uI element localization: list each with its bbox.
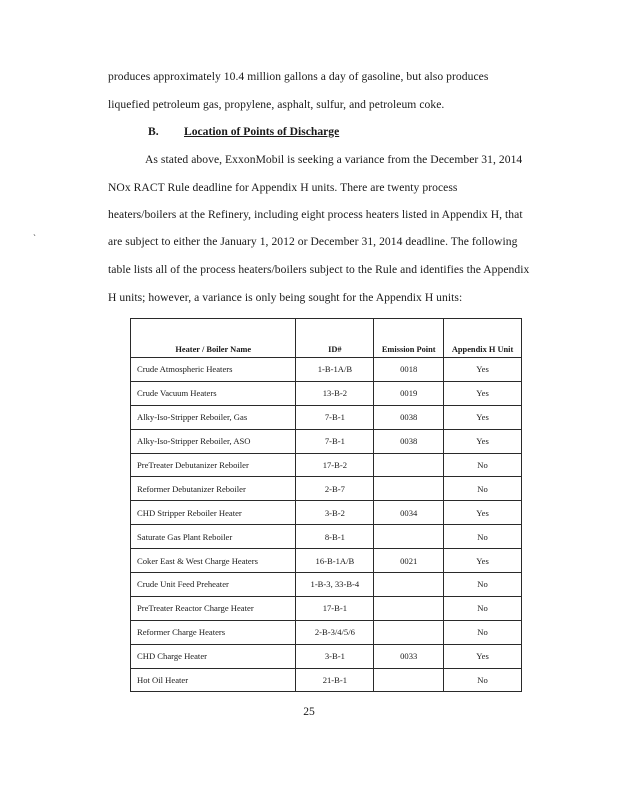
emission-point-cell [374,453,444,477]
appendix-h-cell: Yes [444,429,522,453]
emission-point-cell [374,477,444,501]
appendix-h-cell: Yes [444,358,522,382]
emission-point-cell: 0034 [374,501,444,525]
heater-name-cell: Reformer Debutanizer Reboiler [131,477,296,501]
emission-point-cell [374,596,444,620]
appendix-h-cell: No [444,477,522,501]
appendix-h-cell: Yes [444,405,522,429]
table-row [131,381,522,405]
heater-table [130,318,522,692]
appendix-h-cell: No [444,596,522,620]
body-text-line: H units; however, a variance is only being sought for the Appendix H units: [108,291,463,304]
appendix-h-cell: No [444,453,522,477]
id-cell: 17-B-2 [296,453,374,477]
emission-point-cell [374,525,444,549]
page-number: 25 [303,705,315,718]
heater-name-cell: Crude Unit Feed Preheater [131,573,296,597]
heater-name-cell: Saturate Gas Plant Reboiler [131,525,296,549]
appendix-h-cell: Yes [444,549,522,573]
body-text-line: are subject to either the January 1, 2012 or December 31, 2014 deadline. The following [108,235,518,248]
emission-point-cell [374,668,444,692]
table-row [131,620,522,644]
id-cell: 16-B-1A/B [296,549,374,573]
column-header-name: Heater / Boiler Name [131,319,296,358]
appendix-h-cell: No [444,668,522,692]
id-cell: 2-B-7 [296,477,374,501]
id-cell: 7-B-1 [296,429,374,453]
table-row [131,405,522,429]
heater-name-cell: Reformer Charge Heaters [131,620,296,644]
table-row [131,525,522,549]
heater-name-cell: PreTreater Reactor Charge Heater [131,596,296,620]
emission-point-cell [374,620,444,644]
id-cell: 1-B-3, 33-B-4 [296,573,374,597]
appendix-h-cell: Yes [444,381,522,405]
table-row [131,596,522,620]
emission-point-cell [374,573,444,597]
body-text-line: liquefied petroleum gas, propylene, asphalt, sulfur, and petroleum coke. [108,98,445,111]
heater-name-cell: Crude Vacuum Heaters [131,381,296,405]
table-row [131,501,522,525]
table-row [131,668,522,692]
id-cell: 3-B-1 [296,644,374,668]
heater-name-cell: CHD Stripper Reboiler Heater [131,501,296,525]
body-text-line: As stated above, ExxonMobil is seeking a variance from the December 31, 2014 [145,153,523,166]
emission-point-cell: 0021 [374,549,444,573]
table-row [131,549,522,573]
emission-point-cell: 0038 [374,405,444,429]
appendix-h-cell: Yes [444,501,522,525]
id-cell: 2-B-3/4/5/6 [296,620,374,644]
table-row [131,573,522,597]
emission-point-cell: 0018 [374,358,444,382]
column-header-id: ID# [296,319,374,358]
table-row [131,644,522,668]
table-row [131,358,522,382]
section-title-text: Location of Points of Discharge [184,125,340,138]
appendix-h-cell: No [444,620,522,644]
section-title [184,125,339,138]
column-header-appendix-h: Appendix H Unit [444,319,522,358]
heater-name-cell: Coker East & West Charge Heaters [131,549,296,573]
table-row [131,453,522,477]
emission-point-cell: 0019 [374,381,444,405]
id-cell: 8-B-1 [296,525,374,549]
id-cell: 13-B-2 [296,381,374,405]
heater-name-cell: PreTreater Debutanizer Reboiler [131,453,296,477]
table-header-row [131,319,522,358]
id-cell: 3-B-2 [296,501,374,525]
id-cell: 21-B-1 [296,668,374,692]
body-text-line: produces approximately 10.4 million gallons a day of gasoline, but also produces [108,70,489,83]
body-text-line: heaters/boilers at the Refinery, including eight process heaters listed in Appendix H, that [108,208,523,221]
heater-name-cell: Hot Oil Heater [131,668,296,692]
body-text-line: table lists all of the process heaters/boilers subject to the Rule and identifies the Appendix [108,263,530,276]
appendix-h-cell: No [444,525,522,549]
table-row [131,429,522,453]
emission-point-cell: 0033 [374,644,444,668]
table-row [131,477,522,501]
id-cell: 1-B-1A/B [296,358,374,382]
heater-name-cell: CHD Charge Heater [131,644,296,668]
section-letter: B. [148,125,159,138]
heater-name-cell: Alky-Iso-Stripper Reboiler, ASO [131,429,296,453]
appendix-h-cell: Yes [444,644,522,668]
emission-point-cell: 0038 [374,429,444,453]
column-header-emission-point: Emission Point [374,319,444,358]
body-text-line: NOx RACT Rule deadline for Appendix H units. There are twenty process [108,181,458,194]
section-heading [148,125,159,138]
heater-name-cell: Crude Atmospheric Heaters [131,358,296,382]
margin-mark: ` [33,233,36,243]
id-cell: 17-B-1 [296,596,374,620]
heater-name-cell: Alky-Iso-Stripper Reboiler, Gas [131,405,296,429]
appendix-h-cell: No [444,573,522,597]
id-cell: 7-B-1 [296,405,374,429]
